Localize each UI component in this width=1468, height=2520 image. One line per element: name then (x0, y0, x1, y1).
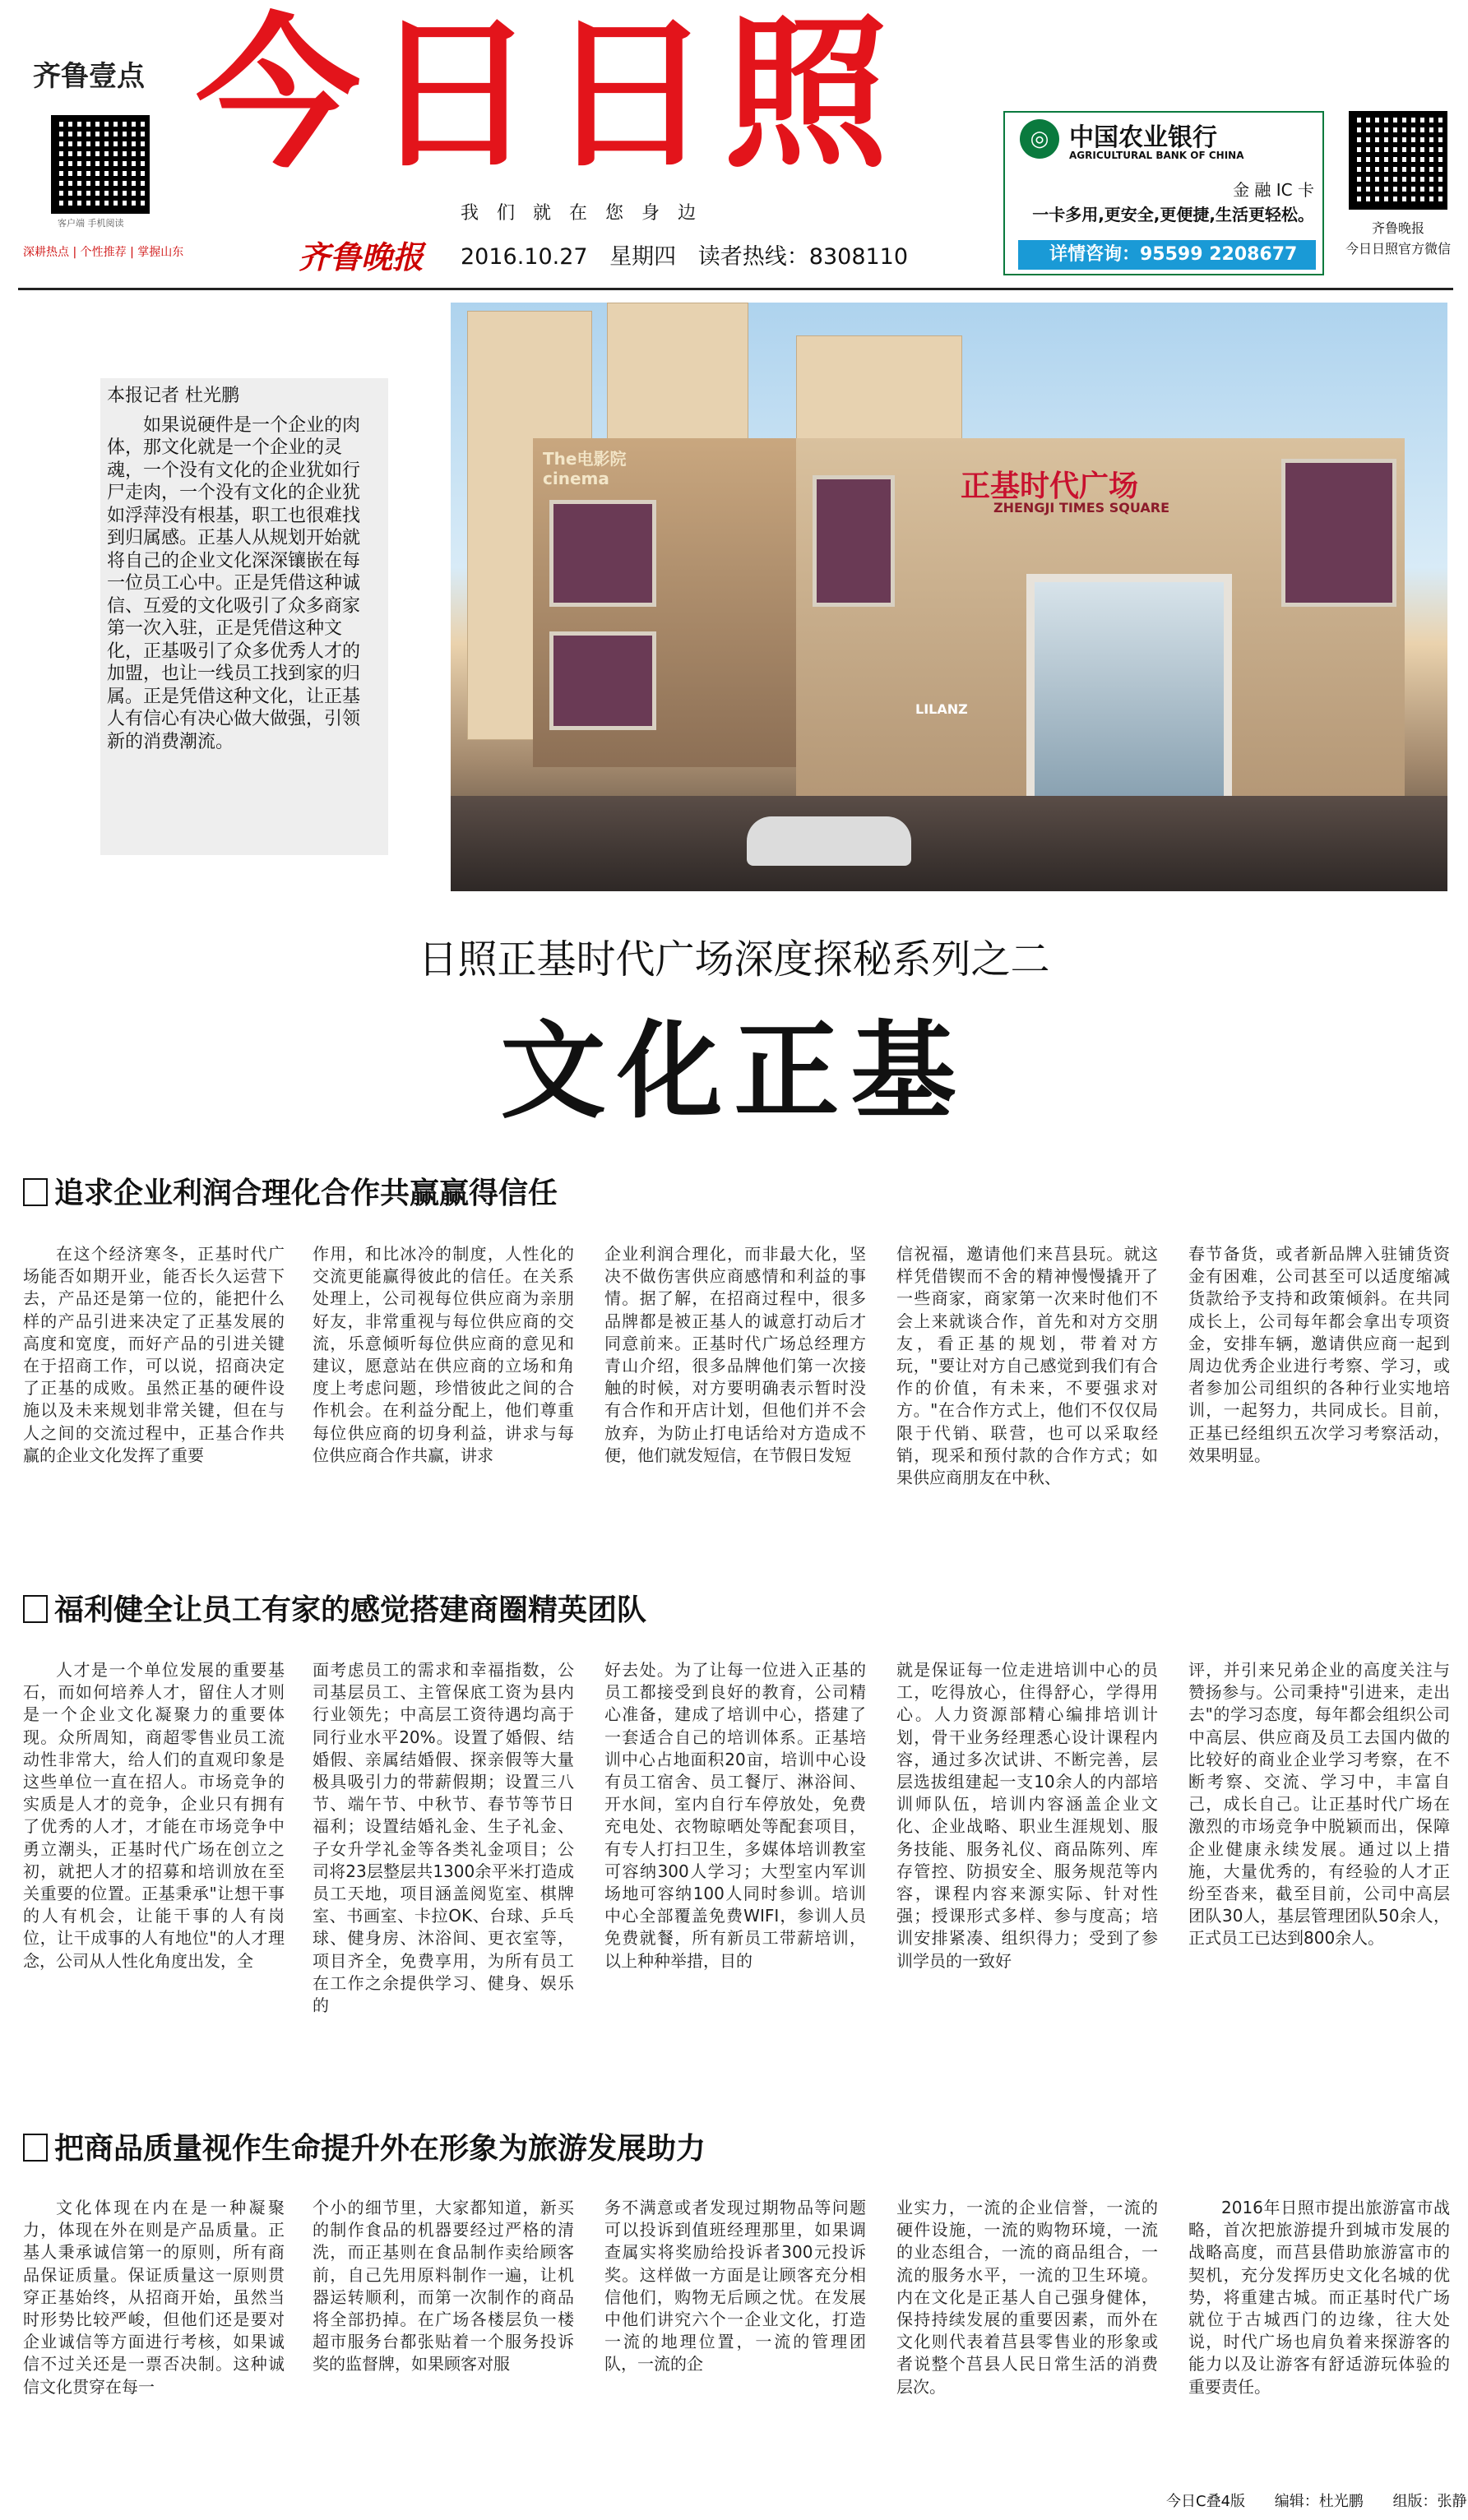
intro-body: 如果说硬件是一个企业的肉体，那文化就是一个企业的灵魂，一个没有文化的企业犹如行尸走肉，一个没有文化的企业犹如浮萍没有根基，职工也很难找到归属感。正基人从规划开始就将自己的企业文化深深镶嵌在每一位员工心中。正是凭借这种诚信、互爱的文化吸引了众多商家第一次入驻，正是凭借这种文化，正基吸引了众多优秀人才的加盟，也让一线员工找到家的归属。正是凭借这种文化，让正基人有信心有决心做大做强，引领新的消费潮流。 (107, 414, 361, 752)
issue-line (461, 238, 923, 270)
qr-code-left[interactable] (51, 115, 150, 214)
issue-date: 2016.10.27 (461, 244, 588, 270)
mall-sign: 正基时代广场 (961, 469, 1139, 503)
section-title-1 (23, 1170, 558, 1212)
qr-caption-left: 客户端 手机阅读 (58, 218, 124, 229)
section-title-text: 追求企业利润合理化合作共赢赢得信任 (54, 1177, 558, 1210)
issue-weekday: 星期四 (609, 244, 677, 270)
section-title-text: 把商品质量视作生命提升外在形象为旅游发展助力 (54, 2132, 706, 2166)
billboard (549, 631, 656, 730)
qilu-one-logo: 齐鲁壹点 (33, 60, 145, 93)
bank-name: 中国农业银行 (1069, 123, 1217, 152)
masthead-title: 今日日照 (196, 0, 901, 191)
bank-card: 金 融 IC 卡 (1233, 180, 1314, 200)
section3-column-4: 业实力，一流的企业信誉，一流的硬件设施，一流的购物环境，一流的业态组合，一流的商品组合，一流的服务水平，一流的卫生环境。内在文化是正基人自己强身健体，保持持续发展的重要因素，而外在文化则代表着莒县零售业的形象或者说整个莒县人民日常生活的消费层次。 (896, 2198, 1158, 2397)
byline: 本报记者 杜光鹏 (107, 386, 239, 406)
section-box-icon (23, 1595, 48, 1623)
page-number: 今日C叠4版 (1166, 2493, 1246, 2510)
section2-column-4: 就是保证每一位走进培训中心的员工，吃得放心，住得舒心，学得用心。人力资源部精心编排培训计划，骨干业务经理悉心设计课程内容，通过多次试讲、不断完善，层层选拔组建起一支10余人的内部培训师队伍，培训内容涵盖企业文化、企业战略、职业生涯规划、服务技能、服务礼仪、商品陈列、库存管控、防损安全、服务规范等内容，课程内容来源实际、针对性强；授课形式多样、参与度高；培训安排紧凑、组织得力；受到了参训学员的一致好 (896, 1660, 1158, 1971)
store-sign: LILANZ (915, 701, 968, 717)
right-qr-caption-1: 齐鲁晚报 (1371, 220, 1424, 236)
qr-code-right[interactable] (1349, 111, 1447, 210)
cinema-sign (543, 449, 626, 488)
billboard (549, 500, 656, 607)
masthead-slogan: 我们就在您身边 (461, 203, 715, 224)
section3-column-5: 2016年日照市提出旅游富市战略，首次把旅游提升到城市发展的战略高度，而莒县借助旅游富市的契机，充分发挥历史文化名城的优势，将重建古城。而正基时代广场就位于古城西门的边缘，往大处说，时代广场也肩负着来探游客的能力以及让游客有舒适游玩体验的重要责任。 (1188, 2198, 1450, 2397)
section2-column-5: 评，并引来兄弟企业的高度关注与赞扬参与。公司秉持"引进来，走出去"的学习态度，每年都会组织公司中高层、供应商及员工去国内做的比较好的商业企业学习考察，在不断考察、交流、学习中，丰富自己，成长自己。让正基时代广场在激烈的市场竞争中脱颖而出，保障企业健康永续发展。通过以上措施，大量优秀的，有经验的人才正纷至沓来，截至目前，公司中高层团队30人，基层管理团队50余人，正式员工已达到800余人。 (1188, 1660, 1450, 1949)
section-title-3 (23, 2125, 706, 2167)
section3-column-2: 个小的细节里，大家都知道，新买的制作食品的机器要经过严格的清洗，而正基则在食品制作卖给顾客前，自己先用原料制作一遍，让机器运转顺利，而第一次制作的商品将全部扔掉。在广场各楼层负一楼超市服务台都张贴着一个服务投诉奖的监督牌，如果顾客对服 (313, 2198, 574, 2374)
section-box-icon (23, 2134, 48, 2162)
section1-column-1: 在这个经济寒冬，正基时代广场能否如期开业，能否长久运营下去，产品还是第一位的，能把什么样的产品引进来决定了正基发展的高度和宽度，而好产品的引进关键在于招商工作，可以说，招商决定了正基的成败。虽然正基的硬件设施以及未来规划非常关键，但在与人之间的交流过程中，正基合作共赢的企业文化发挥了重要 (23, 1244, 285, 1465)
section1-column-2: 作用，和比冰冷的制度，人性化的交流更能赢得彼此的信任。在关系处理上，公司视每位供应商为亲朋好友，非常重视与每位供应商的交流，乐意倾听每位供应商的意见和建议，愿意站在供应商的立场和角度上考虑问题，珍惜彼此之间的合作机会。在利益分配上，他们尊重每位供应商的切身利益，讲求与每位供应商合作共赢，讲求 (313, 1244, 574, 1465)
bank-contact: 详情咨询：95599 2208677 (1018, 240, 1316, 270)
article-headline: 文化正基 (500, 1010, 968, 1133)
car (747, 816, 911, 866)
section1-column-3: 企业利润合理化，而非最大化，坚决不做伤害供应商感情和利益的事情。据了解，在招商过程中，很多品牌都是被正基人的诚意打动后才同意前来。正基时代广场总经理方青山介绍，很多品牌他们第一次接触的时候，对方要明确表示暂时没有合作和开店计划，但他们并不会放弃，为防止打电话给对方造成不便，他们就发短信，在节假日发短 (604, 1244, 866, 1465)
street (451, 796, 1447, 891)
editor: 编辑：杜光鹏 (1274, 2493, 1364, 2510)
reader-hotline: 读者热线：8308110 (697, 244, 909, 270)
cinema-sign-line1: The电影院 (543, 449, 627, 469)
left-tagline: 深耕热点 | 个性推荐 | 掌握山东 (23, 246, 184, 259)
article-kicker: 日照正基时代广场深度探秘系列之二 (418, 936, 1050, 983)
section3-column-3: 务不满意或者发现过期物品等问题可以投诉到值班经理那里，如果调查属实将奖励给投诉者300元投诉奖。这样做一方面是让顾客充分相信他们，购物无后顾之忧。在发展中他们讲究六个一企业文化，打造一流的地理位置，一流的管理团队，一流的企 (604, 2198, 866, 2374)
qilu-evening-news-logo: 齐鲁晚报 (299, 238, 424, 275)
section-box-icon (23, 1178, 48, 1206)
cinema-sign-line2: cinema (543, 469, 609, 488)
section-title-text: 福利健全让员工有家的感觉搭建商圈精英团队 (54, 1593, 647, 1627)
page-footer (1166, 2490, 1468, 2511)
section-title-2 (23, 1587, 646, 1629)
section3-column-1: 文化体现在内在是一种凝聚力，体现在外在则是产品质量。正基人秉承诚信第一的原则，所有商品保证质量。保证质量这一原则贯穿正基始终，从招商开始，虽然当时形势比较严峻，但他们还是要对企业诚信等方面进行考核，如果诚信不过关还是一票否决制。这种诚信文化贯穿在每一 (23, 2198, 285, 2397)
section2-column-2: 面考虑员工的需求和幸福指数，公司基层员工、主管保底工资为县内行业领先；中高层工资待遇均高于同行业水平20%。设置了婚假、结婚假、亲属结婚假、探亲假等大量极具吸引力的带薪假期；设置三八节、端午节、中秋节、春节等节日福利；设置结婚礼金、生子礼金、子女升学礼金等各类礼金项目；公司将23层整层共1300余平米打造成员工天地，项目涵盖阅览室、棋牌室、书画室、卡拉OK、台球、乒乓球、健身房、沐浴间、更衣室等，项目齐全，免费享用，为所有员工在工作之余提供学习、健身、娱乐的 (313, 1660, 574, 2016)
bank-name-en: AGRICULTURAL BANK OF CHINA (1069, 150, 1244, 161)
mall-photo (451, 303, 1447, 891)
bank-card-slogan: 一卡多用,更安全,更便捷,生活更轻松。 (1032, 205, 1314, 224)
masthead-divider (18, 288, 1453, 290)
mall-sign-en: ZHENGJI TIMES SQUARE (993, 500, 1169, 516)
billboard (813, 475, 895, 607)
section2-column-1: 人才是一个单位发展的重要基石，而如何培养人才，留住人才则是一个企业文化凝聚力的重要体现。众所周知，商超零售业员工流动性非常大，给人们的直观印象是这些单位一直在招人。市场竞争的实质是人才的竞争，企业只有拥有了优秀的人才，才能在市场竞争中勇立潮头，正基时代广场在创立之初，就把人才的招募和培训放在至关重要的位置。正基秉承"让想干事的人有机会，让能干事的人有岗位，让干成事的人有地位"的人才理念，公司从人性化角度出发，全 (23, 1660, 285, 1971)
section2-column-3: 好去处。为了让每一位进入正基的员工都接受到良好的教育，公司精心准备，建成了培训中心，搭建了一套适合自己的培训体系。正基培训中心占地面积20亩，培训中心设有员工宿舍、员工餐厅、淋浴间、开水间，室内自行车停放处，免费充电处、衣物晾晒处等配套项目，有专人打扫卫生，多媒体培训教室可容纳300人学习；大型室内军训场地可容纳100人同时参训。培训中心全部覆盖免费WIFI，参训人员免费就餐，所有新员工带薪培训，以上种种举措，目的 (604, 1660, 866, 1971)
section1-column-5: 春节备货，或者新品牌入驻铺货资金有困难，公司甚至可以适度缩减货款给予支持和政策倾斜。在共同成长上，公司每年都会拿出专项资金，安排车辆，邀请供应商一起到周边优秀企业进行考察、学习，或者参加公司组织的各种行业实地培训，一起努力，共同成长。目前，正基已经组织五次学习考察活动，效果明显。 (1188, 1244, 1450, 1465)
abc-bank-icon: ◎ (1020, 119, 1059, 159)
billboard (1281, 459, 1396, 607)
designer: 组版：张静 (1392, 2493, 1467, 2510)
section1-column-4: 信祝福，邀请他们来莒县玩。就这样凭借锲而不舍的精神慢慢撬开了一些商家，商家第一次来时他们不会上来就谈合作，首先和对方交朋友，看正基的规划，带着对方玩，"要让对方自己感觉到我们有合作的价值，有未来，不要强求对方。"在合作方式上，他们不仅仅局限于代销、联营，也可以采取经销，现采和预付款的合作方式；如果供应商朋友在中秋、 (896, 1244, 1158, 1488)
right-qr-caption-2: 今日日照官方微信 (1345, 241, 1451, 257)
intro-text (107, 385, 374, 753)
